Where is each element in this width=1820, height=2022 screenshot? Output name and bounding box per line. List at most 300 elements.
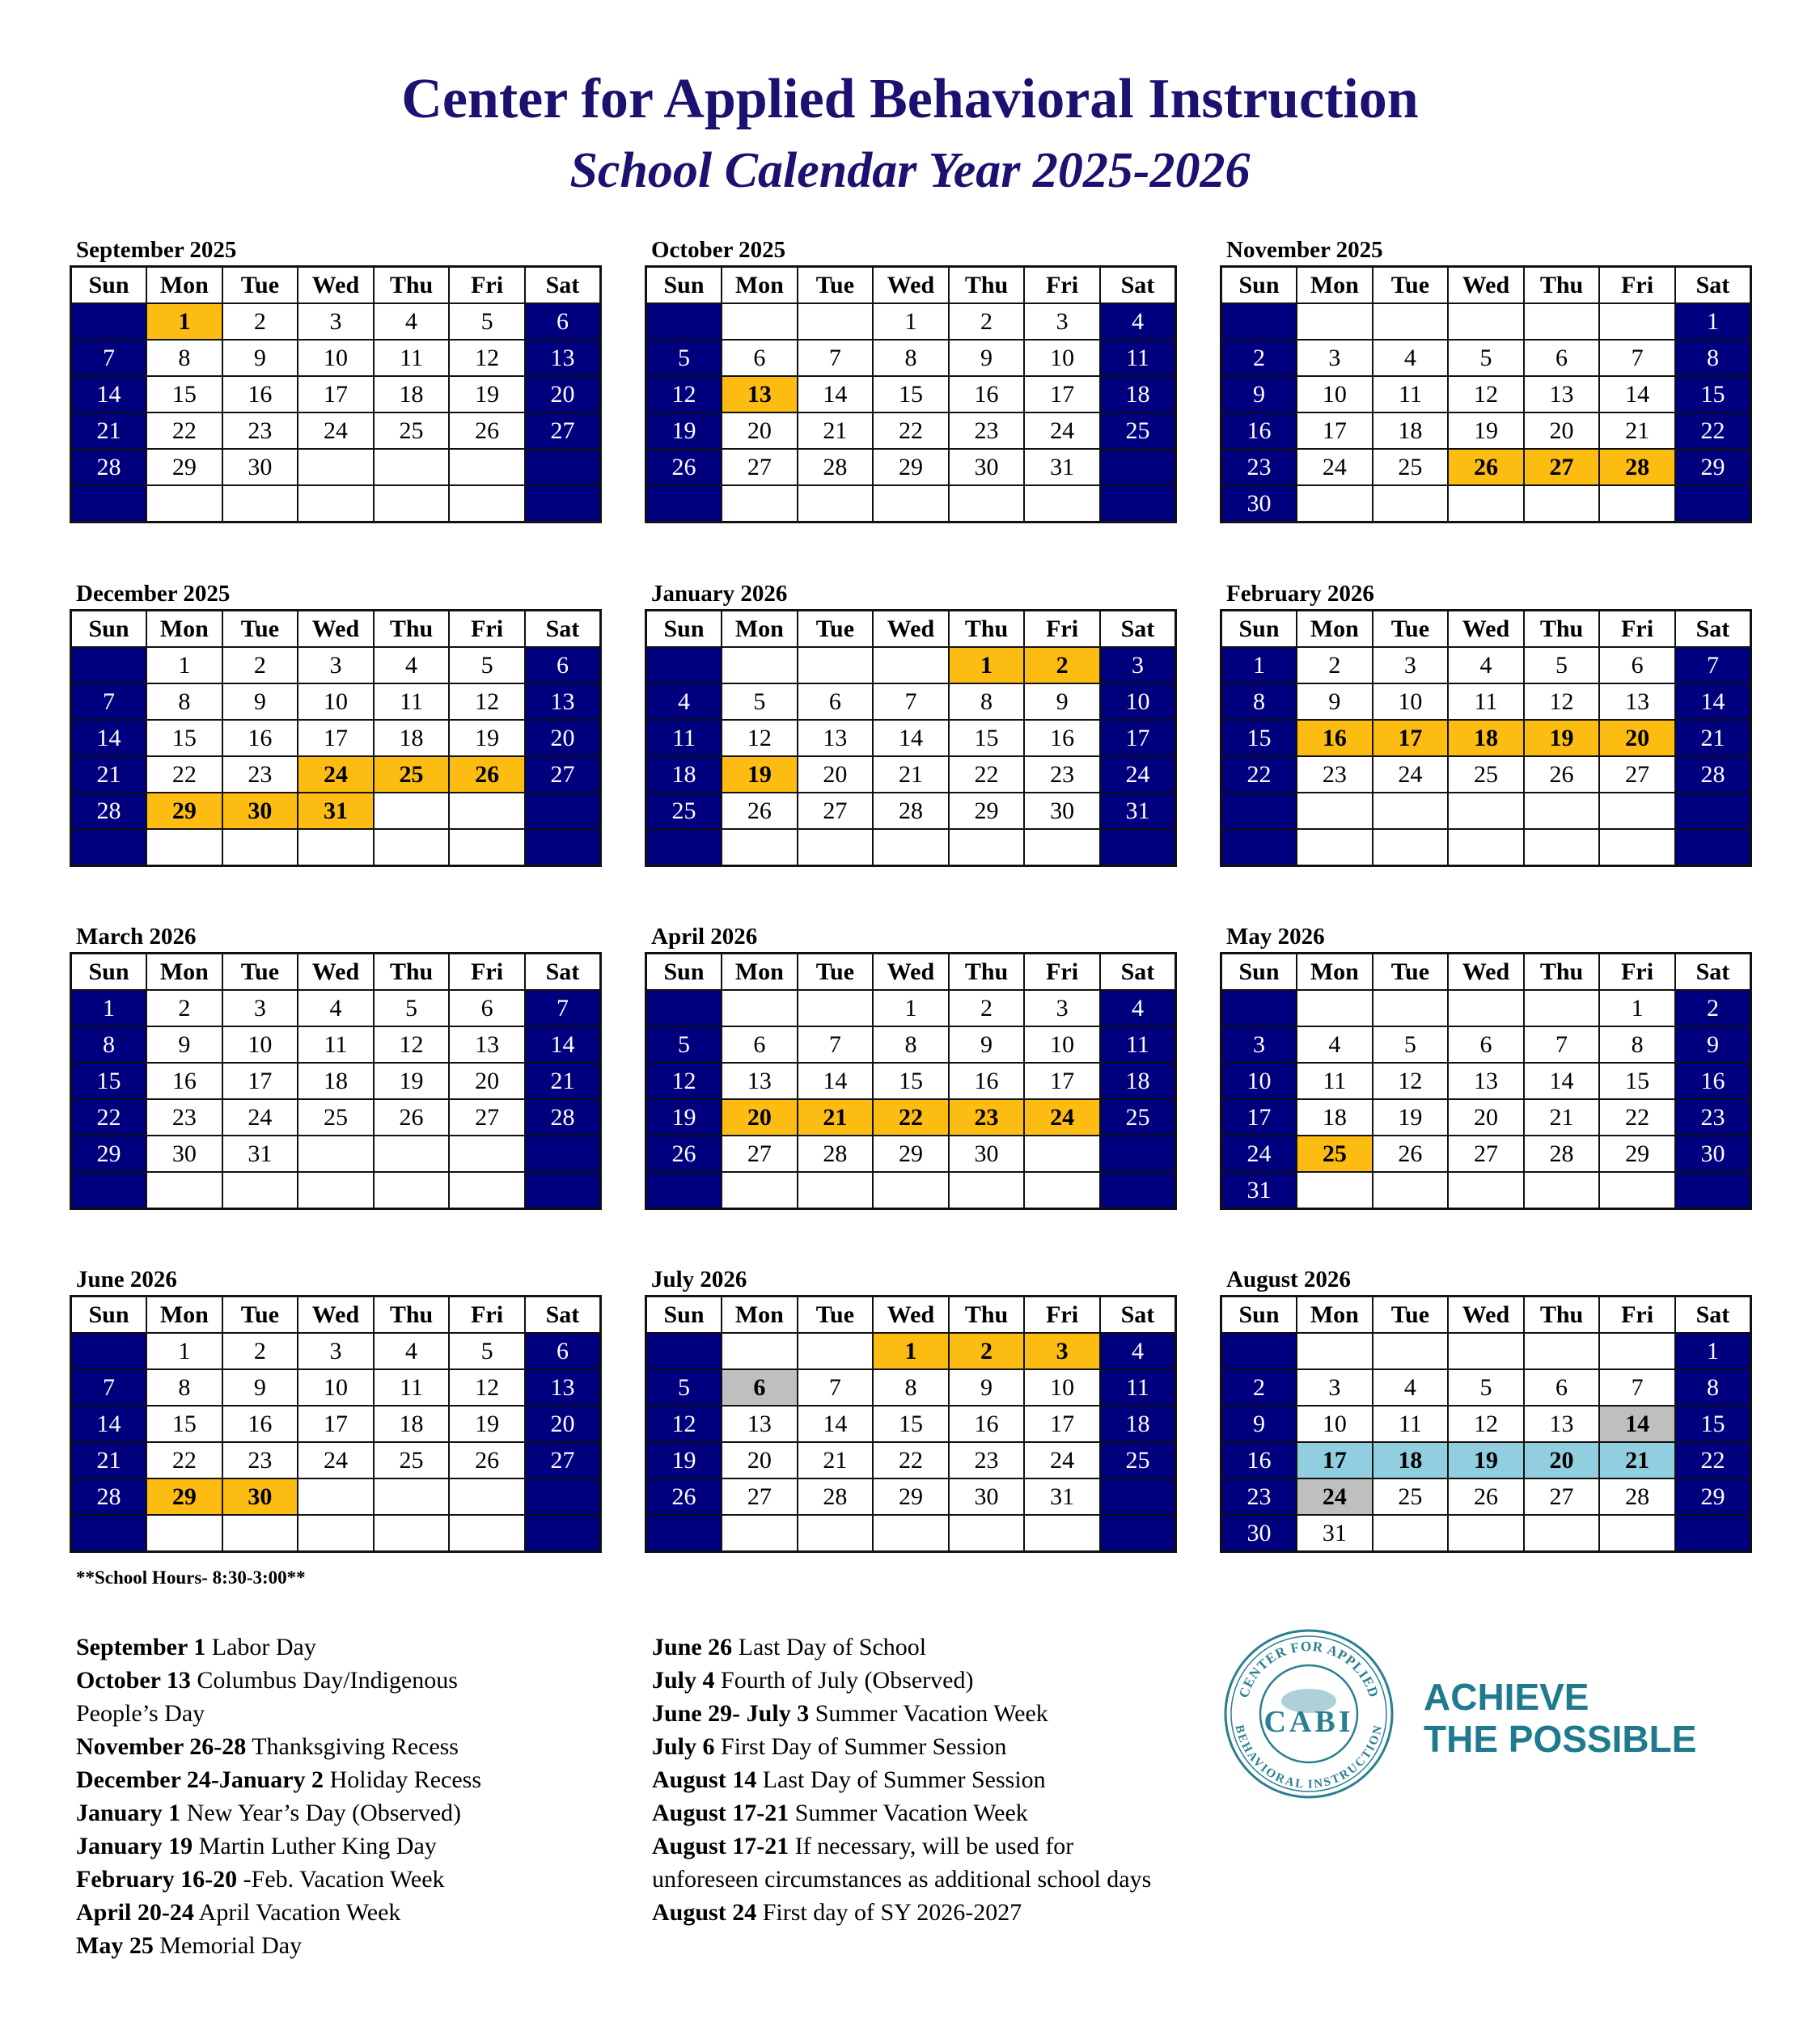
week-row — [1221, 720, 1751, 756]
weekday-header: Thu — [1524, 611, 1600, 648]
legend-date: December 24-January 2 — [76, 1766, 324, 1793]
day-cell: 9 — [1675, 1026, 1751, 1063]
empty-day-cell — [798, 647, 874, 683]
day-cell: 7 — [71, 1369, 147, 1406]
day-cell: 11 — [374, 683, 450, 720]
empty-day-cell — [646, 1333, 722, 1369]
day-cell: 8 — [949, 683, 1025, 720]
empty-day-cell — [1221, 1333, 1297, 1369]
day-cell: 22 — [1675, 412, 1751, 449]
day-cell: 19 — [1373, 1099, 1449, 1136]
day-cell: 23 — [222, 1442, 298, 1478]
day-cell: 23 — [1297, 756, 1373, 793]
empty-day-cell — [873, 1515, 949, 1552]
day-cell: 5 — [646, 340, 722, 376]
day-cell: 15 — [949, 720, 1025, 756]
weekday-header: Mon — [1297, 611, 1373, 648]
day-cell: 15 — [873, 376, 949, 412]
day-cell: 14 — [71, 1406, 147, 1442]
week-row — [71, 376, 601, 412]
month-table — [70, 952, 602, 1210]
week-row — [71, 793, 601, 829]
day-cell: 25 — [646, 793, 722, 829]
weekday-header: Thu — [374, 1297, 450, 1334]
day-cell: 21 — [1599, 412, 1675, 449]
empty-day-cell — [798, 1333, 874, 1369]
day-cell: 14 — [71, 376, 147, 412]
day-cell: 19 — [722, 756, 798, 793]
month-name: June 2026 — [76, 1267, 177, 1292]
empty-day-cell — [525, 1478, 601, 1515]
day-cell: 8 — [146, 683, 222, 720]
empty-day-cell — [1100, 1515, 1176, 1552]
week-row — [71, 1026, 601, 1063]
day-cell: 3 — [298, 1333, 374, 1369]
empty-day-cell — [1024, 1172, 1100, 1209]
week-row — [1221, 1099, 1751, 1136]
day-cell: 5 — [449, 1333, 525, 1369]
day-cell: 16 — [1675, 1063, 1751, 1099]
weekday-header-row — [646, 954, 1176, 991]
day-cell: 26 — [722, 793, 798, 829]
empty-day-cell — [1675, 793, 1751, 829]
day-cell: 27 — [1524, 449, 1600, 485]
weekday-header: Thu — [949, 954, 1025, 991]
day-cell: 11 — [374, 1369, 450, 1406]
day-cell: 6 — [525, 647, 601, 683]
week-row — [1221, 412, 1751, 449]
legend-date: April 20-24 — [76, 1899, 194, 1926]
month-name: October 2025 — [651, 237, 786, 263]
legend-date: October 13 — [76, 1667, 191, 1694]
empty-day-cell — [71, 1515, 147, 1552]
weekday-header: Tue — [222, 1297, 298, 1334]
empty-day-cell — [1221, 793, 1297, 829]
day-cell: 20 — [1524, 412, 1600, 449]
day-cell: 2 — [949, 1333, 1025, 1369]
day-cell: 8 — [1221, 683, 1297, 720]
weekday-header: Wed — [298, 954, 374, 991]
day-cell: 17 — [1373, 720, 1449, 756]
month-name: November 2025 — [1226, 237, 1383, 263]
empty-day-cell — [1599, 1333, 1675, 1369]
day-cell: 6 — [1524, 340, 1600, 376]
day-cell: 28 — [873, 793, 949, 829]
day-cell: 3 — [1373, 647, 1449, 683]
day-cell: 28 — [525, 1099, 601, 1136]
day-cell: 10 — [1024, 340, 1100, 376]
day-cell: 12 — [1524, 683, 1600, 720]
day-cell: 2 — [1024, 647, 1100, 683]
month-table — [1220, 1295, 1752, 1553]
day-cell: 6 — [525, 303, 601, 340]
day-cell: 10 — [1373, 683, 1449, 720]
day-cell: 25 — [374, 756, 450, 793]
weekday-header: Wed — [873, 611, 949, 648]
day-cell: 4 — [374, 303, 450, 340]
day-cell: 4 — [1373, 340, 1449, 376]
legend-item — [652, 1730, 1151, 1763]
day-cell: 5 — [449, 303, 525, 340]
day-cell: 15 — [146, 376, 222, 412]
empty-day-cell — [646, 990, 722, 1026]
empty-day-cell — [722, 1333, 798, 1369]
day-cell: 19 — [1448, 1442, 1524, 1478]
day-cell: 7 — [798, 340, 874, 376]
day-cell: 1 — [71, 990, 147, 1026]
legend-date: June 29- July 3 — [652, 1700, 810, 1727]
week-row — [71, 303, 601, 340]
legend-item — [76, 1796, 481, 1830]
week-row — [646, 1442, 1176, 1478]
empty-day-cell — [646, 829, 722, 866]
week-row — [71, 449, 601, 485]
day-cell: 4 — [1448, 647, 1524, 683]
day-cell: 6 — [525, 1333, 601, 1369]
day-cell: 17 — [1024, 376, 1100, 412]
day-cell: 19 — [1524, 720, 1600, 756]
month-name: May 2026 — [1226, 924, 1325, 950]
day-cell: 18 — [1297, 1099, 1373, 1136]
day-cell: 13 — [722, 1406, 798, 1442]
day-cell: 24 — [1100, 756, 1176, 793]
page-subtitle: School Calendar Year 2025-2026 — [569, 143, 1251, 198]
legend-description: Columbus Day/Indigenous People’s Day — [76, 1667, 458, 1727]
week-row — [646, 829, 1176, 866]
day-cell: 24 — [222, 1099, 298, 1136]
day-cell: 14 — [1675, 683, 1751, 720]
day-cell: 7 — [1599, 1369, 1675, 1406]
day-cell: 26 — [646, 1136, 722, 1172]
empty-day-cell — [722, 829, 798, 866]
empty-day-cell — [298, 485, 374, 522]
day-cell: 17 — [298, 1406, 374, 1442]
day-cell: 2 — [222, 647, 298, 683]
day-cell: 16 — [222, 1406, 298, 1442]
empty-day-cell — [1100, 829, 1176, 866]
day-cell: 1 — [146, 1333, 222, 1369]
day-cell: 22 — [949, 756, 1025, 793]
day-cell: 22 — [873, 1099, 949, 1136]
day-cell: 24 — [1221, 1136, 1297, 1172]
day-cell: 17 — [1024, 1406, 1100, 1442]
day-cell: 18 — [1100, 1063, 1176, 1099]
day-cell: 19 — [449, 720, 525, 756]
day-cell: 21 — [1675, 720, 1751, 756]
empty-day-cell — [722, 647, 798, 683]
day-cell: 25 — [1100, 1442, 1176, 1478]
day-cell: 16 — [222, 720, 298, 756]
day-cell: 14 — [1599, 1406, 1675, 1442]
empty-day-cell — [1297, 303, 1373, 340]
day-cell: 28 — [798, 449, 874, 485]
empty-day-cell — [1024, 829, 1100, 866]
day-cell: 31 — [298, 793, 374, 829]
day-cell: 25 — [1448, 756, 1524, 793]
weekday-header: Wed — [873, 954, 949, 991]
week-row — [646, 1136, 1176, 1172]
day-cell: 4 — [1100, 303, 1176, 340]
day-cell: 15 — [1675, 1406, 1751, 1442]
day-cell: 9 — [222, 683, 298, 720]
legend-date: September 1 — [76, 1634, 206, 1660]
week-row — [1221, 683, 1751, 720]
logo-monogram: CABI — [1263, 1705, 1354, 1739]
empty-day-cell — [722, 303, 798, 340]
empty-day-cell — [1448, 990, 1524, 1026]
weekday-header: Wed — [298, 611, 374, 648]
empty-day-cell — [1599, 1515, 1675, 1552]
legend-description: Last Day of School — [732, 1634, 927, 1660]
empty-day-cell — [1297, 793, 1373, 829]
day-cell: 13 — [525, 1369, 601, 1406]
day-cell: 21 — [71, 412, 147, 449]
empty-day-cell — [1297, 1172, 1373, 1209]
month-table — [70, 609, 602, 867]
week-row — [1221, 647, 1751, 683]
legend-description: Thanksgiving Recess — [246, 1733, 459, 1760]
legend-description: Labor Day — [205, 1634, 316, 1660]
empty-day-cell — [722, 1515, 798, 1552]
weekday-header: Tue — [222, 954, 298, 991]
day-cell: 15 — [71, 1063, 147, 1099]
day-cell: 24 — [1373, 756, 1449, 793]
day-cell: 6 — [1599, 647, 1675, 683]
day-cell: 1 — [949, 647, 1025, 683]
day-cell: 25 — [1100, 1099, 1176, 1136]
day-cell: 8 — [873, 340, 949, 376]
day-cell: 13 — [1599, 683, 1675, 720]
weekday-header: Mon — [1297, 1297, 1373, 1334]
day-cell: 11 — [1100, 1369, 1176, 1406]
week-row — [71, 1333, 601, 1369]
week-row — [1221, 1515, 1751, 1552]
week-row — [71, 1172, 601, 1209]
weekday-header: Mon — [146, 267, 222, 304]
day-cell: 29 — [873, 1136, 949, 1172]
legend-description: -Feb. Vacation Week — [237, 1866, 445, 1893]
empty-day-cell — [873, 647, 949, 683]
empty-day-cell — [298, 829, 374, 866]
day-cell: 22 — [873, 1442, 949, 1478]
day-cell: 21 — [873, 756, 949, 793]
empty-day-cell — [1100, 1478, 1176, 1515]
day-cell: 31 — [1297, 1515, 1373, 1552]
empty-day-cell — [525, 793, 601, 829]
month-table — [1220, 952, 1752, 1210]
legend-date: January 19 — [76, 1833, 193, 1859]
day-cell: 29 — [1675, 449, 1751, 485]
legend-item — [652, 1697, 1151, 1730]
day-cell: 25 — [1373, 449, 1449, 485]
empty-day-cell — [449, 449, 525, 485]
day-cell: 23 — [222, 412, 298, 449]
legend-item — [76, 1929, 481, 1962]
legend-description: First day of SY 2026-2027 — [756, 1899, 1022, 1926]
empty-day-cell — [873, 1172, 949, 1209]
weekday-header: Sun — [646, 954, 722, 991]
day-cell: 23 — [949, 1442, 1025, 1478]
day-cell: 5 — [1524, 647, 1600, 683]
day-cell: 4 — [374, 647, 450, 683]
day-cell: 14 — [798, 1406, 874, 1442]
day-cell: 2 — [1297, 647, 1373, 683]
empty-day-cell — [646, 485, 722, 522]
week-row — [71, 647, 601, 683]
week-row — [71, 1406, 601, 1442]
month-calendar — [70, 578, 602, 867]
empty-day-cell — [646, 1172, 722, 1209]
weekday-header: Sun — [646, 611, 722, 648]
day-cell: 9 — [146, 1026, 222, 1063]
week-row — [646, 647, 1176, 683]
day-cell: 10 — [1297, 1406, 1373, 1442]
empty-day-cell — [1373, 1515, 1449, 1552]
day-cell: 13 — [449, 1026, 525, 1063]
week-row — [71, 1136, 601, 1172]
day-cell: 26 — [1373, 1136, 1449, 1172]
empty-day-cell — [798, 485, 874, 522]
week-row — [646, 793, 1176, 829]
empty-day-cell — [525, 1515, 601, 1552]
day-cell: 21 — [1524, 1099, 1600, 1136]
weekday-header: Sat — [525, 267, 601, 304]
day-cell: 14 — [798, 376, 874, 412]
day-cell: 5 — [646, 1369, 722, 1406]
day-cell: 14 — [798, 1063, 874, 1099]
weekday-header: Thu — [949, 267, 1025, 304]
day-cell: 9 — [222, 1369, 298, 1406]
day-cell: 24 — [298, 412, 374, 449]
day-cell: 30 — [1221, 485, 1297, 522]
day-cell: 20 — [1599, 720, 1675, 756]
legend-description: Martin Luther King Day — [193, 1833, 437, 1859]
week-row — [71, 1478, 601, 1515]
day-cell: 26 — [449, 1442, 525, 1478]
empty-day-cell — [298, 449, 374, 485]
day-cell: 1 — [1675, 303, 1751, 340]
weekday-header: Thu — [1524, 954, 1600, 991]
day-cell: 3 — [1024, 1333, 1100, 1369]
day-cell: 16 — [949, 376, 1025, 412]
day-cell: 28 — [1599, 1478, 1675, 1515]
day-cell: 18 — [1100, 1406, 1176, 1442]
day-cell: 31 — [1100, 793, 1176, 829]
weekday-header: Tue — [798, 1297, 874, 1334]
day-cell: 8 — [146, 340, 222, 376]
weekday-header: Sun — [646, 1297, 722, 1334]
day-cell: 18 — [374, 376, 450, 412]
month-calendar — [1220, 921, 1752, 1210]
day-cell: 2 — [1675, 990, 1751, 1026]
empty-day-cell — [1373, 990, 1449, 1026]
day-cell: 4 — [1100, 990, 1176, 1026]
weekday-header-row — [646, 267, 1176, 304]
day-cell: 28 — [71, 449, 147, 485]
day-cell: 11 — [1100, 1026, 1176, 1063]
day-cell: 4 — [1373, 1369, 1449, 1406]
week-row — [1221, 1333, 1751, 1369]
empty-day-cell — [222, 485, 298, 522]
legend-description: First Day of Summer Session — [714, 1733, 1007, 1760]
day-cell: 22 — [146, 1442, 222, 1478]
day-cell: 13 — [525, 683, 601, 720]
day-cell: 23 — [1221, 449, 1297, 485]
day-cell: 13 — [1524, 376, 1600, 412]
day-cell: 12 — [646, 1406, 722, 1442]
empty-day-cell — [1448, 829, 1524, 866]
day-cell: 8 — [71, 1026, 147, 1063]
day-cell: 18 — [1373, 412, 1449, 449]
empty-day-cell — [722, 1172, 798, 1209]
week-row — [71, 720, 601, 756]
day-cell: 15 — [873, 1063, 949, 1099]
day-cell: 19 — [646, 1099, 722, 1136]
week-row — [1221, 1026, 1751, 1063]
day-cell: 24 — [298, 1442, 374, 1478]
weekday-header-row — [71, 954, 601, 991]
day-cell: 7 — [71, 683, 147, 720]
day-cell: 23 — [1675, 1099, 1751, 1136]
empty-day-cell — [1373, 485, 1449, 522]
day-cell: 3 — [1024, 303, 1100, 340]
empty-day-cell — [1221, 990, 1297, 1026]
day-cell: 20 — [1448, 1099, 1524, 1136]
empty-day-cell — [798, 1172, 874, 1209]
day-cell: 12 — [449, 340, 525, 376]
weekday-header: Tue — [798, 267, 874, 304]
day-cell: 22 — [71, 1099, 147, 1136]
day-cell: 10 — [1100, 683, 1176, 720]
empty-day-cell — [646, 647, 722, 683]
empty-day-cell — [525, 1136, 601, 1172]
day-cell: 2 — [222, 303, 298, 340]
legend-date: August 17-21 — [652, 1800, 789, 1826]
day-cell: 8 — [1675, 1369, 1751, 1406]
month-calendar — [645, 235, 1177, 523]
day-cell: 11 — [646, 720, 722, 756]
day-cell: 13 — [722, 376, 798, 412]
logo-ring-top: CENTER FOR APPLIED — [1235, 1638, 1382, 1700]
empty-day-cell — [1297, 829, 1373, 866]
day-cell: 18 — [1448, 720, 1524, 756]
month-table — [1220, 609, 1752, 867]
day-cell: 23 — [1221, 1478, 1297, 1515]
day-cell: 1 — [873, 303, 949, 340]
empty-day-cell — [1448, 1333, 1524, 1369]
day-cell: 20 — [798, 756, 874, 793]
weekday-header: Sun — [1221, 611, 1297, 648]
day-cell: 8 — [873, 1026, 949, 1063]
day-cell: 18 — [1100, 376, 1176, 412]
weekday-header: Mon — [146, 611, 222, 648]
empty-day-cell — [374, 1136, 450, 1172]
month-name: July 2026 — [651, 1267, 747, 1292]
day-cell: 6 — [722, 1369, 798, 1406]
day-cell: 7 — [525, 990, 601, 1026]
day-cell: 30 — [1221, 1515, 1297, 1552]
day-cell: 14 — [1599, 376, 1675, 412]
week-row — [646, 1099, 1176, 1136]
empty-day-cell — [146, 829, 222, 866]
day-cell: 7 — [71, 340, 147, 376]
empty-day-cell — [146, 1172, 222, 1209]
day-cell: 18 — [374, 720, 450, 756]
legend-item — [652, 1664, 1151, 1697]
week-row — [71, 756, 601, 793]
day-cell: 4 — [298, 990, 374, 1026]
empty-day-cell — [798, 1515, 874, 1552]
